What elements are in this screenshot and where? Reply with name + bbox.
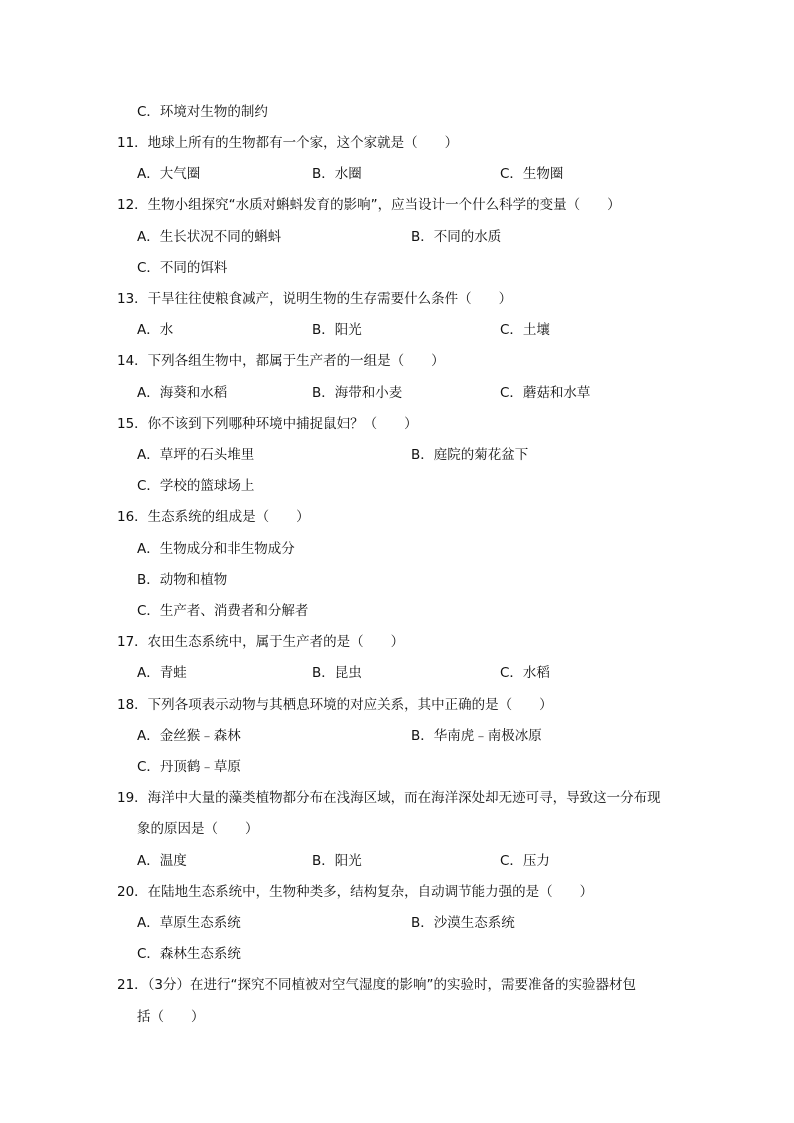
q14-option-b: B．海带和小麦 bbox=[312, 385, 403, 401]
question-11: 11．地球上所有的生物都有一个家，这个家就是（ ） bbox=[117, 135, 459, 151]
q17-option-a: A．青蛙 bbox=[137, 665, 187, 681]
q16-option-a: A．生物成分和非生物成分 bbox=[137, 541, 295, 557]
q12-option-a: A．生长状况不同的蝌蚪 bbox=[137, 229, 282, 245]
q10-option-c: C．环境对生物的制约 bbox=[137, 104, 268, 120]
q20-option-b: B．沙漠生态系统 bbox=[411, 915, 515, 931]
question-14: 14．下列各组生物中，都属于生产者的一组是（ ） bbox=[117, 353, 445, 369]
q12-option-c: C．不同的饵料 bbox=[137, 260, 228, 276]
q17-option-b: B．昆虫 bbox=[312, 665, 362, 681]
question-21-continued: 括（ ） bbox=[137, 1009, 205, 1025]
q17-option-c: C．水稻 bbox=[500, 665, 550, 681]
question-19: 19．海洋中大量的藻类植物都分布在浅海区域，而在海洋深处却无迹可寻，导致这一分布现 bbox=[117, 790, 661, 806]
q20-option-a: A．草原生态系统 bbox=[137, 915, 241, 931]
q16-option-c: C．生产者、消费者和分解者 bbox=[137, 603, 309, 619]
q16-option-b: B．动物和植物 bbox=[137, 572, 228, 588]
q18-option-b: B．华南虎﹣南极冰原 bbox=[411, 728, 542, 744]
q13-option-c: C．土壤 bbox=[500, 322, 550, 338]
question-17: 17．农田生态系统中，属于生产者的是（ ） bbox=[117, 634, 405, 650]
q18-option-c: C．丹顶鹤﹣草原 bbox=[137, 759, 241, 775]
question-19-continued: 象的原因是（ ） bbox=[137, 821, 259, 837]
q12-option-b: B．不同的水质 bbox=[411, 229, 502, 245]
question-13: 13．干旱往往使粮食减产，说明生物的生存需要什么条件（ ） bbox=[117, 291, 513, 307]
q15-option-c: C．学校的篮球场上 bbox=[137, 478, 255, 494]
q13-option-a: A．水 bbox=[137, 322, 174, 338]
q19-option-b: B．阳光 bbox=[312, 853, 362, 869]
question-20: 20．在陆地生态系统中，生物种类多，结构复杂，自动调节能力强的是（ ） bbox=[117, 884, 594, 900]
q19-option-c: C．压力 bbox=[500, 853, 550, 869]
question-16: 16．生态系统的组成是（ ） bbox=[117, 509, 310, 525]
question-21: 21．（3分）在进行“探究不同植被对空气湿度的影响”的实验时，需要准备的实验器材包 bbox=[117, 977, 637, 993]
q11-option-a: A．大气圈 bbox=[137, 166, 201, 182]
q19-option-a: A．温度 bbox=[137, 853, 187, 869]
question-15: 15．你不该到下列哪种环境中捕捉鼠妇？（ ） bbox=[117, 416, 418, 432]
q11-option-b: B．水圈 bbox=[312, 166, 362, 182]
question-12: 12．生物小组探究“水质对蝌蚪发育的影响”，应当设计一个什么科学的变量（ ） bbox=[117, 197, 621, 213]
q14-option-c: C．蘑菇和水草 bbox=[500, 385, 591, 401]
question-18: 18．下列各项表示动物与其栖息环境的对应关系，其中正确的是（ ） bbox=[117, 697, 553, 713]
q13-option-b: B．阳光 bbox=[312, 322, 362, 338]
q18-option-a: A．金丝猴﹣森林 bbox=[137, 728, 241, 744]
q20-option-c: C．森林生态系统 bbox=[137, 946, 241, 962]
q15-option-b: B．庭院的菊花盆下 bbox=[411, 447, 529, 463]
q14-option-a: A．海葵和水稻 bbox=[137, 385, 228, 401]
q11-option-c: C．生物圈 bbox=[500, 166, 564, 182]
q15-option-a: A．草坪的石头堆里 bbox=[137, 447, 255, 463]
